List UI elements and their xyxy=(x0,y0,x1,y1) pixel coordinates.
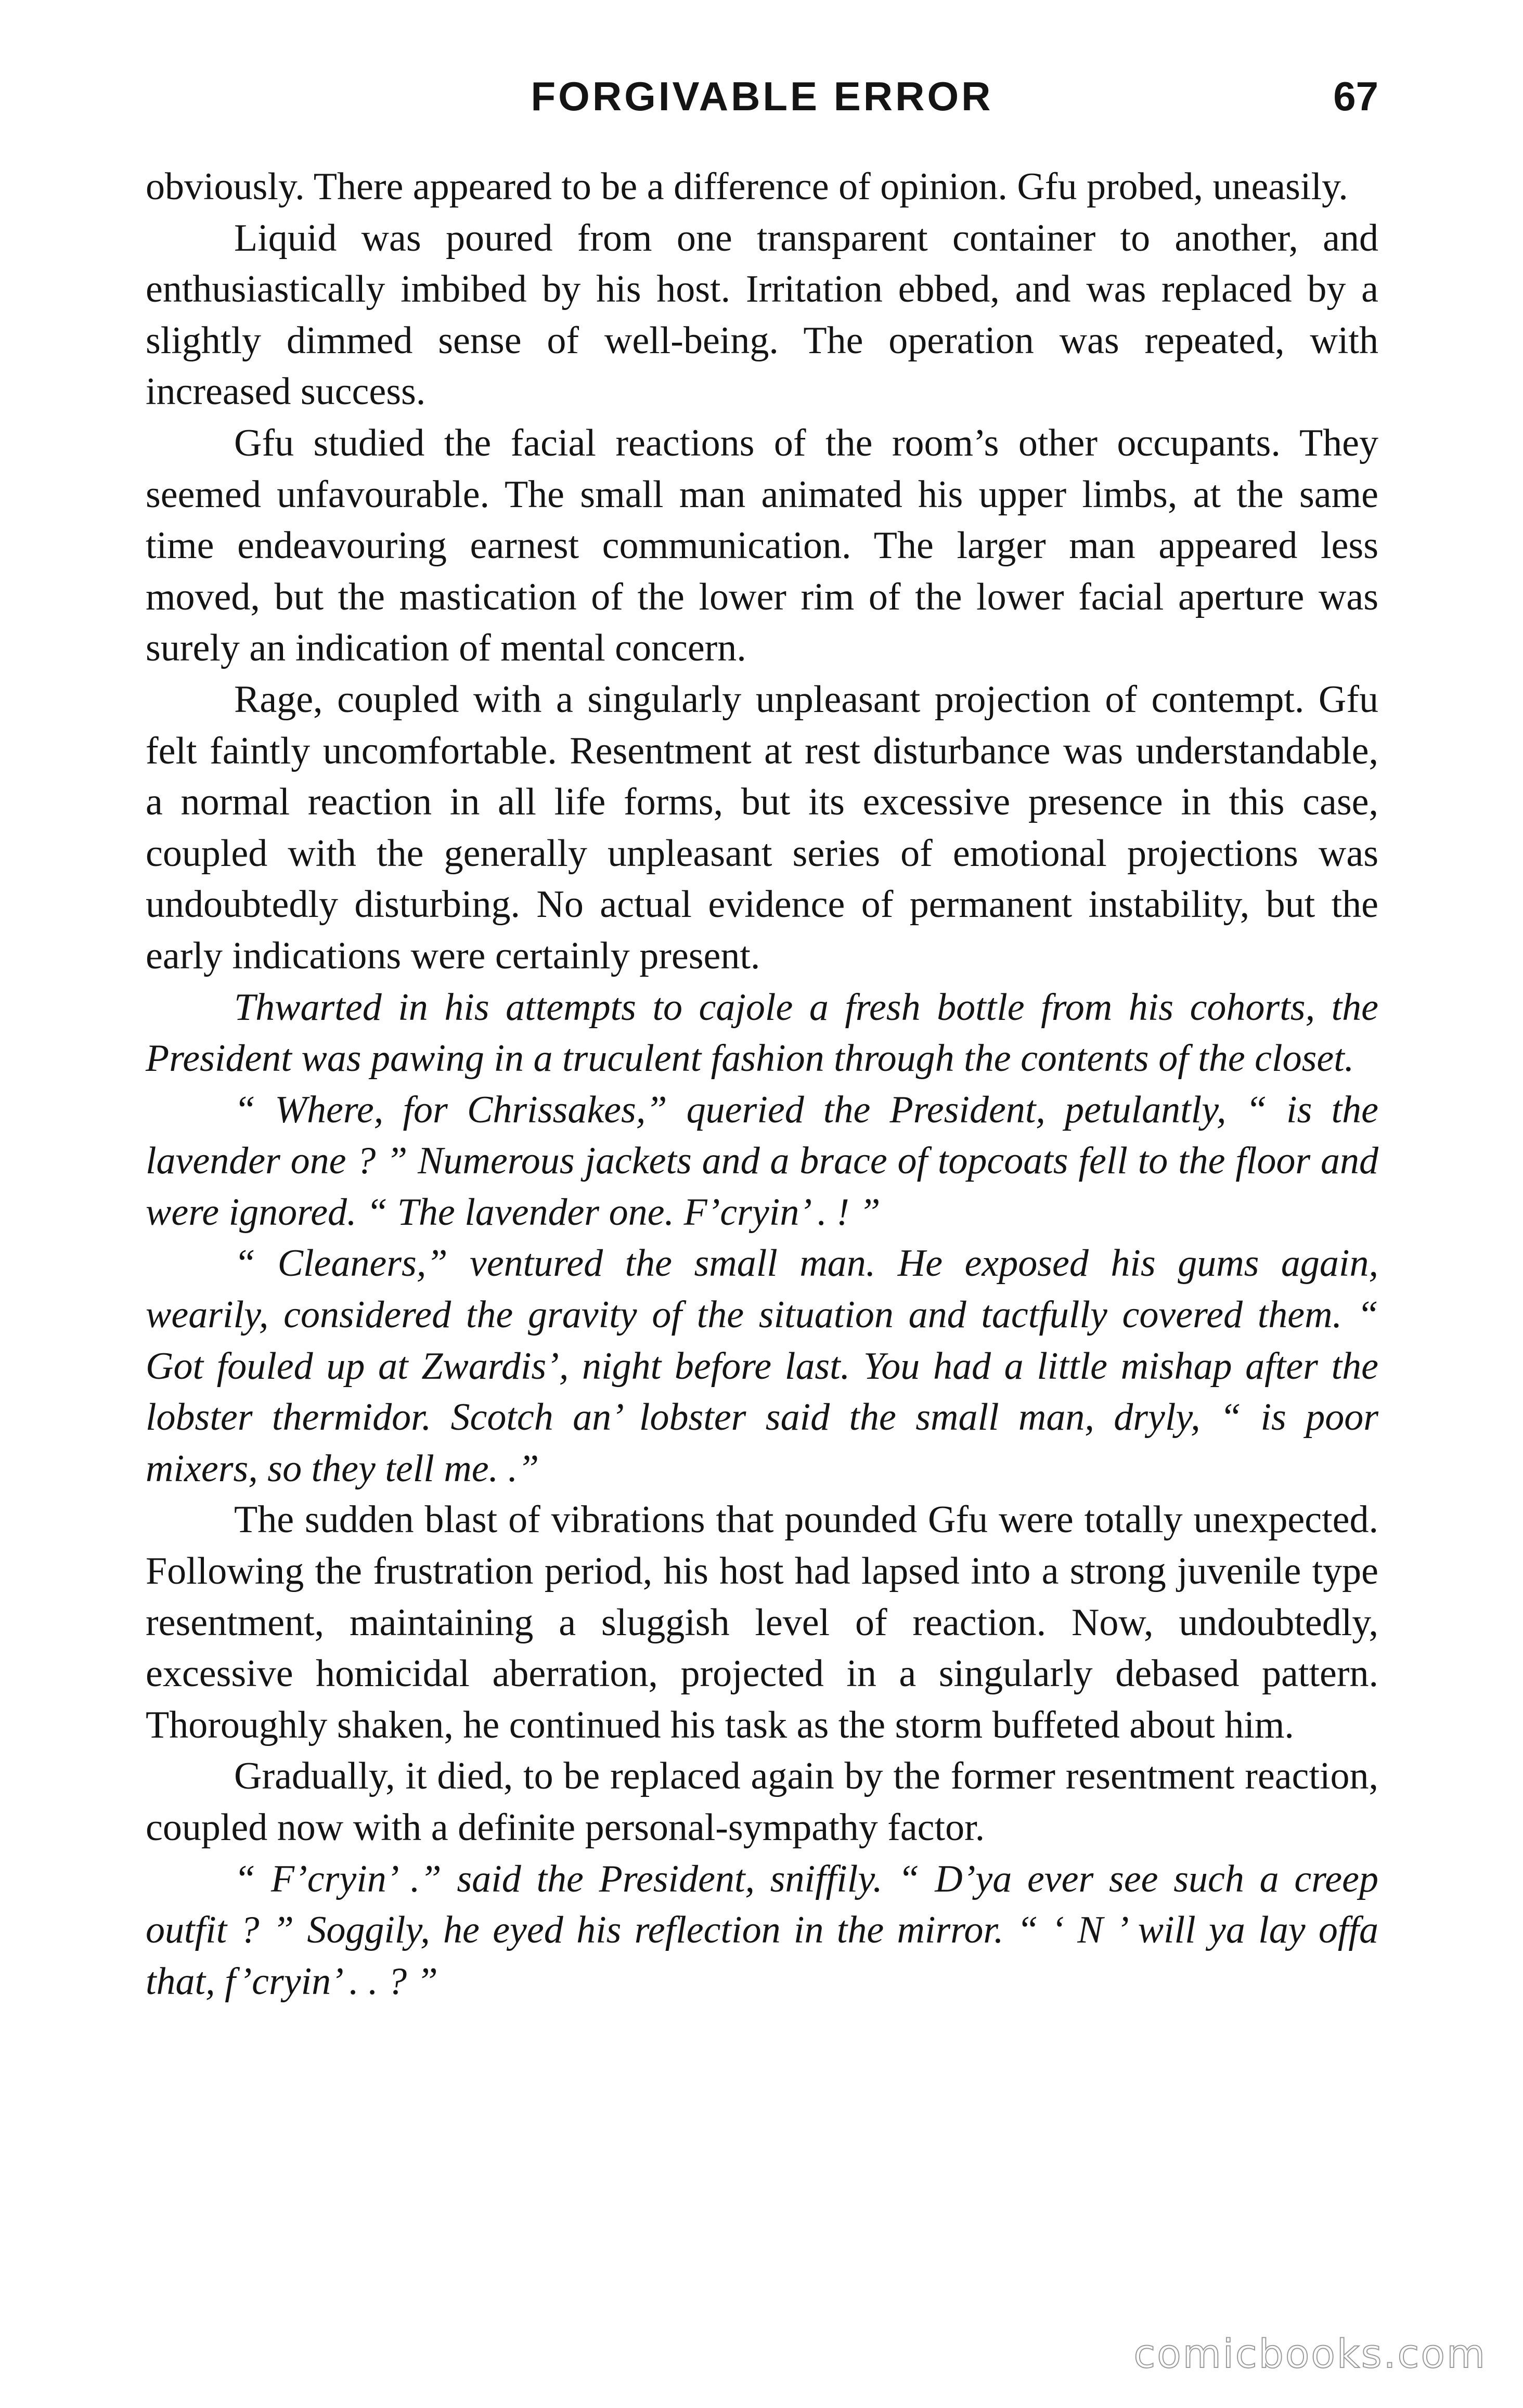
paragraph: “ F’cryin’ .” said the President, sniffily. “ D’ya ever see such a creep outfit ? ” Soggily, he eyed his reflection in the mirror. “ ‘ N ’ will ya lay offa that, f’cryin’ . . ? ” xyxy=(146,1857,1378,2003)
paragraph: Gfu studied the facial reactions of the room’s other occupants. They seemed unfavourable. The small man animated his upper limbs, at the same time endeavouring earnest communication. The larger man appeared less moved, but the mastication of the lower rim of the lower facial aperture was surely an indication of mental concern. xyxy=(146,421,1378,670)
paragraph: The sudden blast of vibrations that pounded Gfu were totally unexpected. Following the frustration period, his host had lapsed into a strong juvenile type resentment, maintaining a sluggish level of reaction. Now, undoubtedly, excessive homicidal aberration, projected in a singularly debased pattern. Thoroughly shaken, he continued his task as the storm buffeted about him. xyxy=(146,1498,1378,1746)
paragraph: obviously. There appeared to be a difference of opinion. Gfu probed, uneasily. xyxy=(146,165,1348,208)
paragraph: Thwarted in his attempts to cajole a fresh bottle from his cohorts, the President was pawing in a truculent fashion through the contents of the closet. xyxy=(146,986,1378,1080)
paragraph: Liquid was poured from one transparent container to another, and enthusiastically imbibed by his host. Irritation ebbed, and was replaced by a slightly dimmed sense of well-being. The operation was repeated, with increased success. xyxy=(146,216,1378,413)
running-head: FORGIVABLE ERROR xyxy=(531,73,993,119)
paragraph: Rage, coupled with a singularly unpleasant projection of contempt. Gfu felt faintly uncomfortable. Resentment at rest disturbance was understandable, a normal reaction in all life forms, but its excessive presence in this case, coupled with the generally unpleasant series of emotional projections was undoubtedly disturbing. No actual evidence of permanent instability, but the early indications were certainly present. xyxy=(146,678,1378,977)
paragraph: “ Cleaners,” ventured the small man. He exposed his gums again, wearily, considered the gravity of the situation and tactfully covered them. “ Got fouled up at Zwardis’, night before last. You had a little mishap after the lobster thermidor. Scotch an’ lobster said the small man, dryly, “ is poor mixers, so they tell me. .” xyxy=(146,1242,1378,1490)
watermark: comicbooks.com xyxy=(1133,2331,1487,2377)
page-number: 67 xyxy=(1333,73,1378,119)
paragraph: Gradually, it died, to be replaced again by the former resentment reaction, coupled now with a definite personal-sympathy factor. xyxy=(146,1755,1378,1849)
page-header xyxy=(146,73,1378,130)
body-text xyxy=(146,161,1378,2007)
paragraph: “ Where, for Chrissakes,” queried the President, petulantly, “ is the lavender one ? ” Numerous jackets and a brace of topcoats fell to the floor and were ignored. “ The lavender one. F’cryin’ . ! ” xyxy=(146,1088,1378,1234)
